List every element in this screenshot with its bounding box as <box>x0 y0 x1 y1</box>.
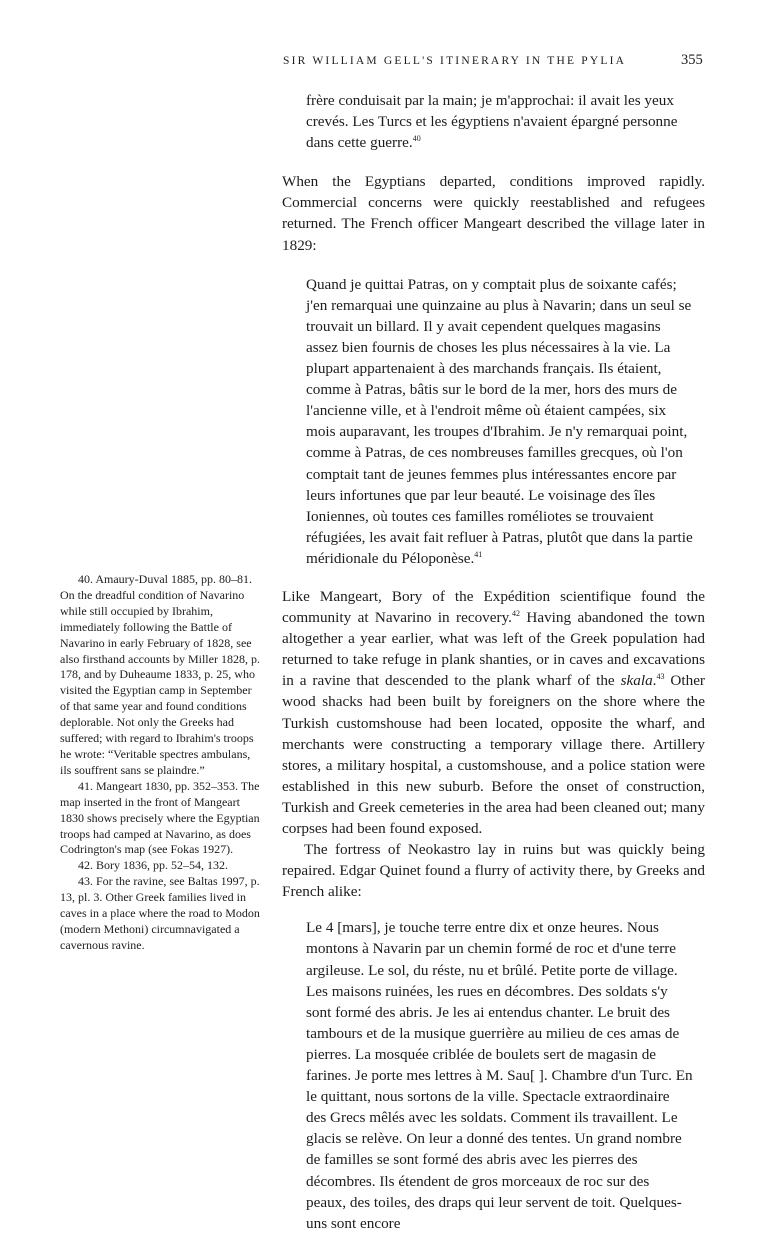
footnote: 41. Mangeart 1830, pp. 352–353. The map inserted in the front of Mangeart 1830 shows precisely where the Egyptian troops had camped at Navarino, as does Codrington's map (see Fokas 1927). <box>60 778 260 857</box>
footnote: 40. Amaury-Duval 1885, pp. 80–81. On the dreadful condition of Navarino while still occupied by Ibrahim, immediately following the Battle of Navarino in early February of 1828, see also firsthand accounts by Miller 1828, p. 178, and by Duheaume 1833, p. 25, who visited the Egyptian camp in September of that same year and found conditions deplorable. Not only the Greeks had suffered; with regard to Ibrahim's troops he wrote: “Veritable spectres ambulans, ils souffrent sans se plaindre.” <box>60 572 260 777</box>
footnote: 43. For the ravine, see Baltas 1997, p. 13, pl. 3. Other Greek families lived in caves in a place where the road to Modon (modern Methoni) circumnavigated a cavernous ravine. <box>60 874 260 952</box>
footnote-ref: 40 <box>412 134 421 144</box>
paragraph-3: The fortress of Neokastro lay in ruins but was quickly being repaired. Edgar Quinet found a flurry of activity there, by Greeks and French alike: <box>282 841 705 901</box>
quote-text: frère conduisait par la main; je m'approchai: il avait les yeux crevés. Les Turcs et les égyptiens n'avaient épargné personne dans cette guerre. <box>306 92 678 152</box>
block-quote-1 <box>306 90 693 153</box>
page-number: 355 <box>681 52 703 68</box>
block-quote-2 <box>306 274 693 569</box>
main-text <box>282 90 705 1234</box>
italic-term: skala <box>620 672 653 690</box>
block-quote-3: Le 4 [mars], je touche terre entre dix et onze heures. Nous montons à Navarin par un chemin formé de roc et d'une terre argileuse. Le sol, du réste, nu et brûlé. Petite porte de village. Les maisons ruinées, les rues en décombres. Des soldats s'y sont formé des abris. Je les ai entendus chanter. Le bruit des tambours et de la musique guerrière au milieu de ces amas de pierres. La mosquée criblée de boulets sert de magasin de farines. Je porte mes lettres à M. Sau[ ]. Chambre d'un Turc. En le quittant, nous sortons de la ville. Spectacle extraordinaire des Grecs mêlés avec les soldats. Comment ils travaillent. Le glacis se relève. On leur a donné des tentes. Un grand nombre de familles se sont formé des abris avec les pierres des décombres. Ils étendent de gros morceaux de roc sur des peaux, des toiles, des draps qui leur servent de toit. Quelques-uns sont encore <box>306 919 693 1232</box>
para-text: Other wood shacks had been built by foreigners on the shore where the Turkish customshouse had been located, opposite the wharf, and merchants were constructing a temporary village there. Artillery stores, a military hospital, a customshouse, and a police station were established in this new suburb. Before the onset of construction, Turkish and Greek cemeteries in the area had been cleaned out; many corpses had been found exposed. <box>282 672 705 837</box>
footnote-ref: 41 <box>474 549 483 559</box>
para-text: . <box>652 672 657 690</box>
footnote: 42. Bory 1836, pp. 52–54, 132. <box>78 858 228 873</box>
running-head: SIR WILLIAM GELL'S ITINERARY IN THE PYLIA <box>283 55 627 67</box>
footnotes <box>60 572 260 954</box>
paragraph-2 <box>282 586 705 839</box>
quote-text: Quand je quittai Patras, on y comptait plus de soixante cafés; j'en remarquai une quinzaine au plus à Navarin; dans un seul se trouvait un billard. Il y avait cependent quelques magasins assez bien fournis de choses les plus nécessaires à la vie. La plupart appartenaient à des marchands français. Ils étaient, comme à Patras, bâtis sur le bord de la mer, hors des murs de l'ancienne ville, et à l'endroit même où étaient campées, six mois auparavant, les troupes d'Ibrahim. Je n'y remarquai point, comme à Patras, de ces nombreuses familles grecques, où l'on comptait tant de jeunes femmes plus intéressantes encore par leurs infortunes que par leur beauté. Le voisinage des îles Ioniennes, où toutes ces familles roméliotes se trouvaient réfugiées, les avait fait refluer à Patras, plutôt que dans la partie méridionale du Péloponèse. <box>306 275 693 567</box>
footnote-ref: 42 <box>511 609 520 618</box>
para-text: Having abandoned the town altogether a year earlier, what was left of the Greek population had returned to take refuge in plank shanties, or in caves and excavations in a ravine that descended to the plank wharf of the <box>282 609 705 690</box>
footnote-ref: 43 <box>656 672 665 682</box>
paragraph-1: When the Egyptians departed, conditions improved rapidly. Commercial concerns were quickly reestablished and refugees returned. The French officer Mangeart described the village later in 1829: <box>282 173 705 254</box>
para-text: Like Mangeart, Bory of the Expédition scientifique found the community at Navarino in recovery. <box>282 587 705 627</box>
